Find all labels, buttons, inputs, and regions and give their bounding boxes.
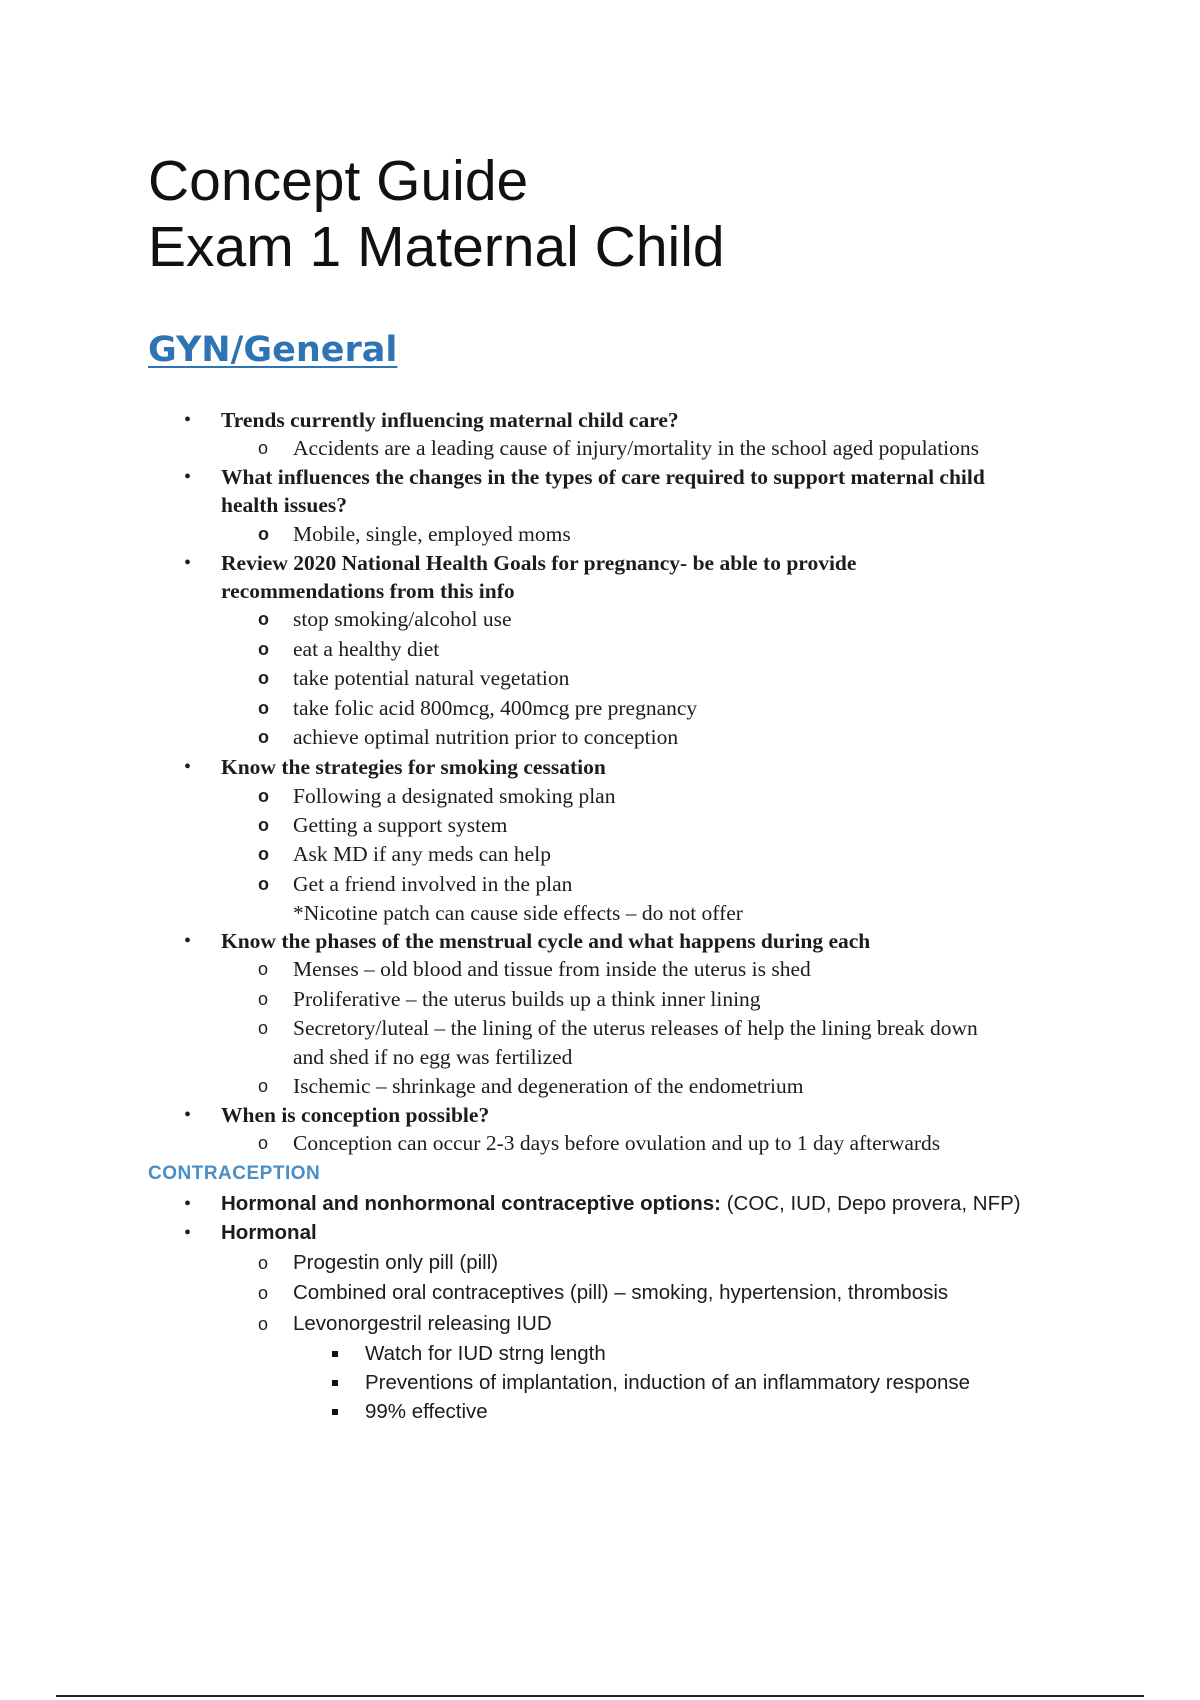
list-item: 99% effective [365,1400,488,1423]
contraception-heading: CONTRACEPTION [148,1163,321,1184]
question-conception: When is conception possible? [221,1103,490,1127]
circle-bullet-icon: o [258,1283,269,1303]
circle-bullet-icon: o [258,1253,269,1273]
title-line-2: Exam 1 Maternal Child [148,215,725,279]
list-item: Levonorgestril releasing IUD [293,1312,552,1335]
question-influences-line-2: health issues? [221,493,348,517]
list-item: Secretory/luteal – the lining of the uterus releases of help the lining break down [293,1016,978,1040]
page-title [148,148,725,280]
square-bullet-icon [332,1409,338,1415]
question-health-goals-line-2: recommendations from this info [221,579,515,603]
bullet-icon: • [184,409,192,431]
list-item: Menses – old blood and tissue from inside the uterus is shed [293,957,811,981]
circle-bullet-icon: o [258,1133,269,1153]
circle-bullet-icon: o [258,959,269,979]
answer-influences: Mobile, single, employed moms [293,522,571,546]
bullet-icon: • [184,756,192,778]
circle-bullet-icon: o [258,639,269,659]
question-smoking-cessation: Know the strategies for smoking cessation [221,755,606,779]
question-influences-line-1: What influences the changes in the types of care required to support maternal child [221,465,985,489]
circle-bullet-icon: o [258,698,269,718]
list-item: Getting a support system [293,813,508,837]
circle-bullet-icon: o [258,1018,269,1038]
list-item: Combined oral contraceptives (pill) – smoking, hypertension, thrombosis [293,1281,949,1304]
circle-bullet-icon: o [258,668,269,688]
title-line-1: Concept Guide [148,149,529,213]
list-item: eat a healthy diet [293,637,440,661]
section-heading: GYN/General [148,330,398,370]
answer-trends: Accidents are a leading cause of injury/mortality in the school aged populations [293,436,980,460]
circle-bullet-icon: o [258,844,269,864]
options-text: (COC, IUD, Depo provera, NFP) [721,1192,1021,1215]
list-item-continuation: and shed if no egg was fertilized [293,1045,573,1069]
options-label: Hormonal and nonhormonal contraceptive options: [221,1192,721,1215]
circle-bullet-icon: o [258,815,269,835]
circle-bullet-icon: o [258,438,269,458]
square-bullet-icon [332,1351,338,1357]
bullet-icon: • [184,930,192,952]
circle-bullet-icon: o [258,1314,269,1334]
list-item: Progestin only pill (pill) [293,1251,499,1274]
bullet-icon: • [184,1104,192,1126]
circle-bullet-icon: o [258,786,269,806]
question-trends: Trends currently influencing maternal child care? [221,408,679,432]
list-item: take potential natural vegetation [293,666,570,690]
contraceptive-options [221,1190,1021,1218]
square-bullet-icon [332,1380,338,1386]
bullet-icon: • [184,1193,192,1215]
list-item: Ischemic – shrinkage and degeneration of the endometrium [293,1074,804,1098]
list-item: stop smoking/alcohol use [293,607,512,631]
circle-bullet-icon: o [258,609,269,629]
question-menstrual-cycle: Know the phases of the menstrual cycle and what happens during each [221,929,871,953]
list-item: Get a friend involved in the plan [293,872,573,896]
circle-bullet-icon: o [258,874,269,894]
answer-conception: Conception can occur 2-3 days before ovulation and up to 1 day afterwards [293,1131,941,1155]
list-item: Following a designated smoking plan [293,784,616,808]
circle-bullet-icon: o [258,727,269,747]
list-item: achieve optimal nutrition prior to conception [293,725,679,749]
circle-bullet-icon: o [258,1076,269,1096]
list-item: Preventions of implantation, induction of an inflammatory response [365,1371,971,1394]
bullet-icon: • [184,552,192,574]
nicotine-note: *Nicotine patch can cause side effects – do not offer [293,901,743,925]
bullet-icon: • [184,466,192,488]
circle-bullet-icon: o [258,989,269,1009]
list-item: Watch for IUD strng length [365,1342,606,1365]
question-health-goals-line-1: Review 2020 National Health Goals for pregnancy- be able to provide [221,551,857,575]
list-item: take folic acid 800mcg, 400mcg pre pregnancy [293,696,698,720]
hormonal-label: Hormonal [221,1221,317,1244]
circle-bullet-icon: o [258,524,269,544]
list-item: Proliferative – the uterus builds up a think inner lining [293,987,761,1011]
list-item: Ask MD if any meds can help [293,842,551,866]
page-bottom-rule [56,1695,1144,1697]
bullet-icon: • [184,1222,192,1244]
